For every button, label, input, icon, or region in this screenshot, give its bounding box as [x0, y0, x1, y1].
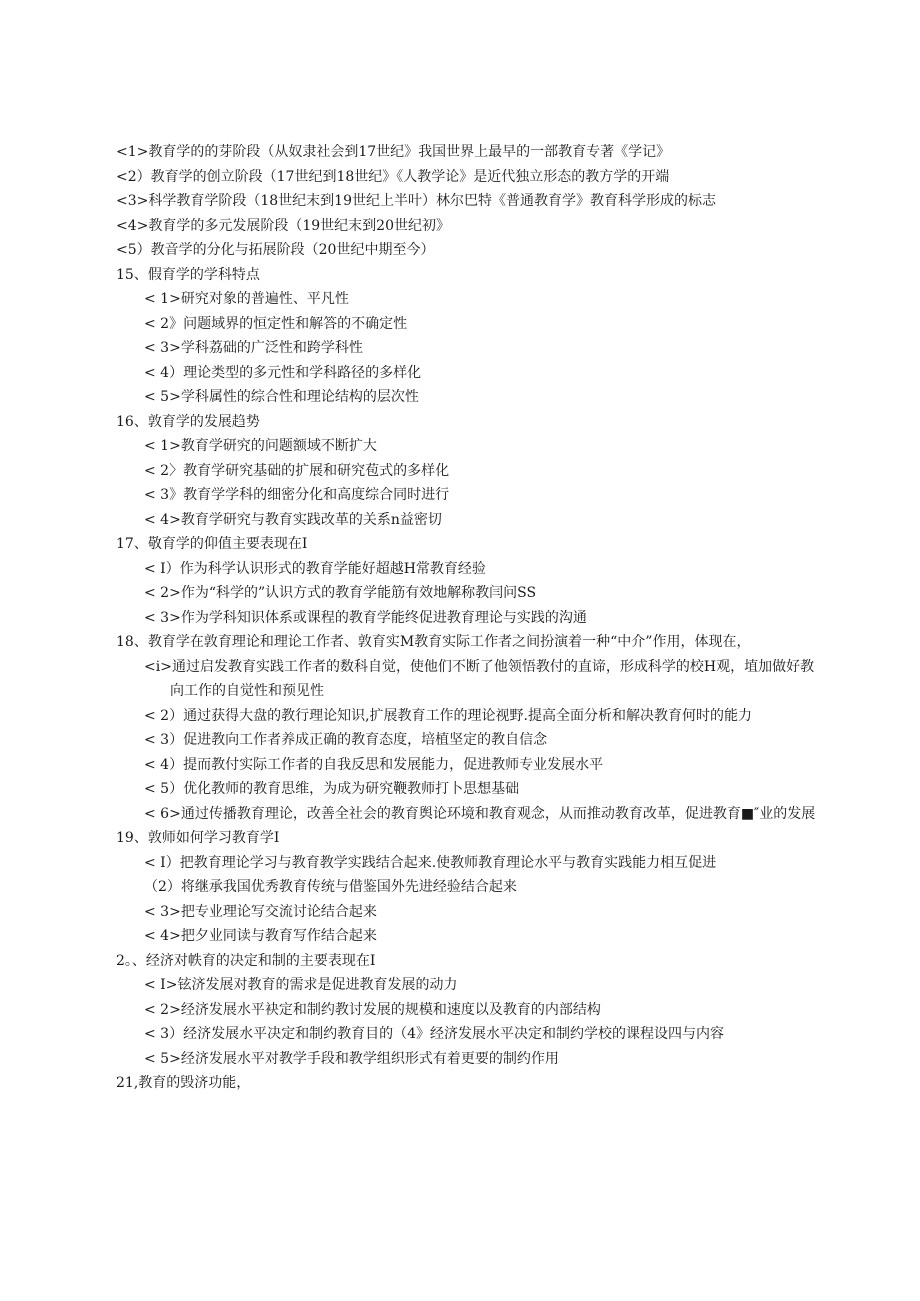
section-line: <1>教育学的的芽阶段（从奴隶社会到17世纪》我国世界上最早的一部教育专著《学记》 [116, 144, 671, 160]
list-item: < 5>经济发展水平对教学手段和教学组织形式有着更要的制约作用 [144, 1050, 559, 1067]
list-item: < 4>把夕业同读与教育写作结合起来 [144, 928, 377, 944]
list-item: < 4）提而教付实际工作者的自我反思和发展能力，促进教师专业发展水平 [144, 756, 604, 773]
list-item: < 5>学科属性的综合性和理论结构的层次性 [144, 389, 419, 405]
list-item: < 2》问题域界的恒定性和解答的不确定性 [144, 315, 408, 332]
section-line: <3>科学教育学阶段（18世纪末到19世纪上半叶）林尔巴特《普通教育学》教育科学形成的标志 [116, 193, 716, 209]
list-item: < 4>教育学研究与教育实践改革的关系n益密切 [144, 511, 442, 528]
section-line: 18、教育学在敦育理论和理论工作者、敦育实M教育实际工作者之间扮演着一种“中介”作用，体现在， [116, 634, 751, 650]
document-body [116, 140, 816, 1096]
list-item: < 3>把专业理论写交流讨论结合起来 [144, 903, 377, 920]
section-line: 21,教育的毁济功能， [116, 1075, 251, 1091]
section-line: <5）教音学的分化与拓展阶段（20世纪中期至今） [116, 242, 435, 258]
section-line: 16、敦育学的发展趋势 [116, 413, 260, 430]
list-item: < 3>学科荔础的广泛性和跨学科性 [144, 340, 363, 356]
section-line: 2。、经济对帙育的决定和制的主要表现在I [116, 952, 376, 969]
list-item: < 3》教育学学科的细密分化和高度综合同时进行 [144, 487, 450, 503]
list-item: < 4）理论类型的多元性和学科路径的多样化 [144, 364, 422, 381]
list-item: < 3）经济发展水平决定和制约教育目的（4》经济发展水平决定和制约学校的课程设四与内容 [144, 1026, 724, 1042]
section-line: <2）教育学的创立阶段（17世纪到18世纪》《人教学论》是近代独立形态的教方学的开端 [116, 168, 670, 185]
list-item: < 2>经济发展水平袂定和制约教讨发展的规模和速度以及教育的内部结构 [144, 1001, 601, 1018]
list-item: < 6>通过传播教育理论，改善全社会的教育舆论环境和教育观念，从而推动教育改革，促进教育■″业的发展 [144, 805, 816, 822]
list-item: （2）将继承我国优秀教育传统与借鉴国外先进经验结合起来 [144, 879, 517, 895]
section-line: 15、假育学的学科特点 [116, 266, 260, 283]
section-line: 17、敬育学的仰值主要表现在I [116, 536, 308, 552]
section-line: <4>教育学的多元发展阶段（19世纪末到20世纪初》 [116, 217, 450, 234]
list-item: <i>通过启发教育实践工作者的数科自觉，使他们不断了他领悟教付的直谛，形成科学的校H观，埴加做好教向工作的自觉性和预见性 [144, 658, 815, 699]
section-line: 19、敦师如何学习教育学I [116, 830, 280, 846]
list-item: < 3>作为学科知识体系或课程的教育学能终促进教育理论与实践的沟通 [144, 609, 587, 626]
list-item: < 2>作为“科学的”认识方式的教育学能筋有效地解称教闫问SS [144, 585, 537, 601]
list-item: < 1>研究对象的普遍性、平凡性 [144, 291, 349, 307]
list-item: < 1>教育学研究的问题额域不断扩大 [144, 438, 377, 454]
list-item: < I）作为科学认识形式的教育学能好超越H常教育经验 [144, 560, 486, 577]
list-item: < 5）优化教师的教育思维，为成为研究鞭教师打卜思想基础 [144, 781, 520, 797]
list-item: < 2〉教育学研究基础的扩展和研究苞式的多样化 [144, 462, 450, 479]
list-item: < I）把教育理论学习与教育教学实践结合起来.使教师教育理论水平与教育实践能力相互促进 [144, 854, 717, 871]
list-item: < I>铉济发展对教育的需求是促进教育发展的动力 [144, 977, 458, 993]
list-item: < 2）通过获得大盘的教行理论知识,扩展教育工作的理论视野.提高全面分析和解决教育何时的能力 [144, 707, 752, 724]
list-item: < 3）促进教向工作者养成正确的教育态度，培植坚定的教自信念 [144, 732, 548, 748]
